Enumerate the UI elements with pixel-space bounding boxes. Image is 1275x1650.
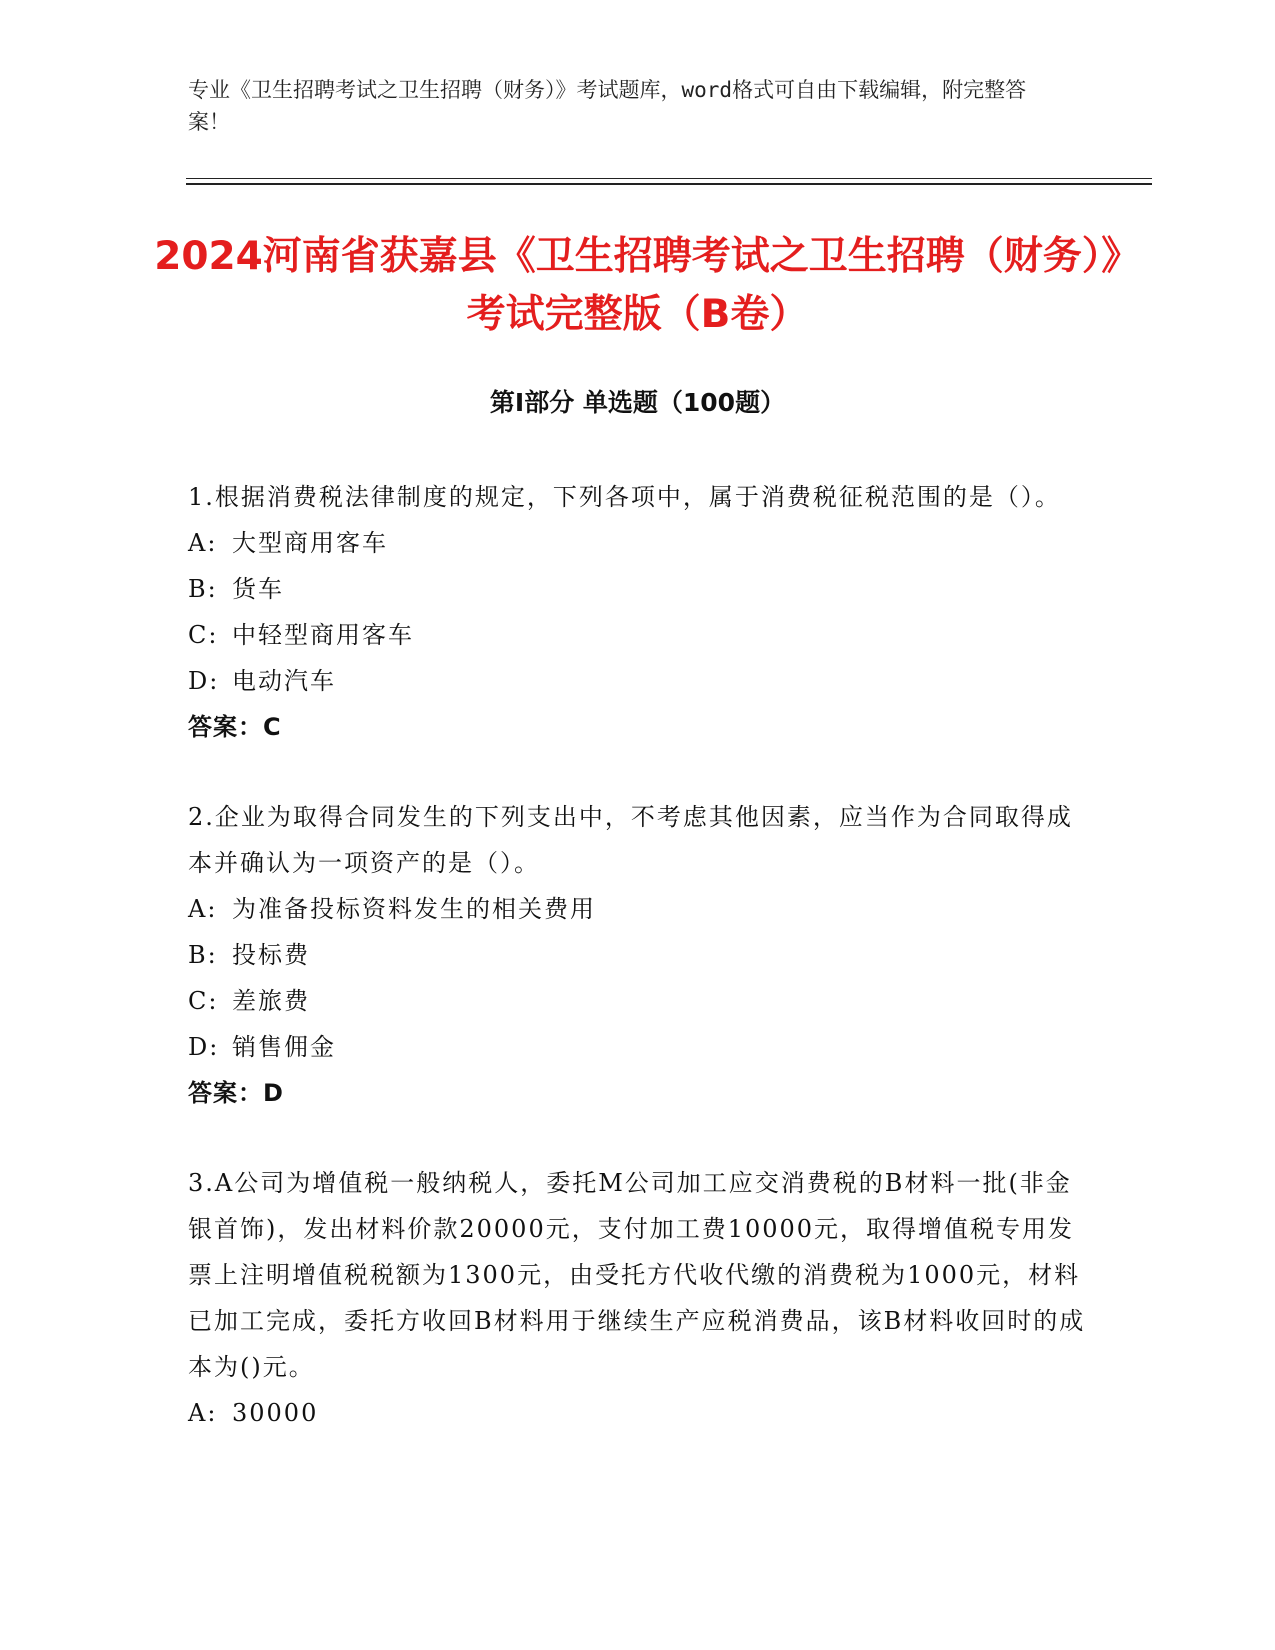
question-text: 1.根据消费税法律制度的规定，下列各项中，属于消费税征税范围的是（）。 — [188, 483, 1061, 511]
option-key: D: — [188, 1033, 220, 1061]
header-divider — [186, 178, 1152, 179]
question-text: 3.A公司为增值税一般纳税人，委托M公司加工应交消费税的B材料一批(非金银首饰)，发出材料价款20000元，支付加工费10000元，取得增值税专用发票上注明增值税税额为1300元，由受托方代收代缴的消费税为1000元，材料已加工完成，委托方收回B材料用于继续生产应税消费品，该B材料收回时的成本为()元。 — [188, 1169, 1086, 1381]
option-b — [188, 566, 1088, 612]
answer: 答案：D — [188, 1079, 284, 1107]
option-b — [188, 932, 1088, 978]
document-title: 2024河南省获嘉县《卫生招聘考试之卫生招聘（财务）》考试完整版（B卷） — [154, 234, 1121, 337]
option-key: A: — [188, 1399, 218, 1427]
option-d — [188, 1024, 1088, 1070]
option-a — [188, 1390, 1088, 1436]
option-c — [188, 978, 1088, 1024]
option-a — [188, 886, 1088, 932]
option-text: 货车 — [232, 575, 284, 603]
option-key: A: — [188, 895, 218, 923]
question-1 — [188, 474, 1088, 750]
option-d — [188, 658, 1088, 704]
header-note: 专业《卫生招聘考试之卫生招聘（财务）》考试题库，word格式可自由下载编辑，附完整答案！ — [188, 78, 1027, 134]
option-a — [188, 520, 1088, 566]
question-2 — [188, 794, 1088, 1116]
option-key: B: — [188, 575, 218, 603]
option-key: B: — [188, 941, 218, 969]
option-key: C: — [188, 987, 219, 1015]
answer: 答案：C — [188, 713, 282, 741]
section-title: 第Ⅰ部分 单选题（100题） — [489, 388, 786, 417]
question-list — [188, 474, 1088, 1480]
option-text: 大型商用客车 — [232, 529, 388, 557]
option-text: 电动汽车 — [232, 667, 336, 695]
header-divider-thick — [186, 183, 1152, 185]
question-text: 2.企业为取得合同发生的下列支出中，不考虑其他因素，应当作为合同取得成本并确认为一项资产的是（）。 — [188, 803, 1073, 877]
option-key: C: — [188, 621, 219, 649]
option-text: 中轻型商用客车 — [232, 621, 414, 649]
option-text: 30000 — [232, 1399, 319, 1427]
option-text: 为准备投标资料发生的相关费用 — [232, 895, 596, 923]
option-text: 差旅费 — [232, 987, 310, 1015]
option-c — [188, 612, 1088, 658]
option-text: 投标费 — [232, 941, 310, 969]
option-key: D: — [188, 667, 220, 695]
question-3 — [188, 1160, 1088, 1436]
option-text: 销售佣金 — [232, 1033, 336, 1061]
option-key: A: — [188, 529, 218, 557]
